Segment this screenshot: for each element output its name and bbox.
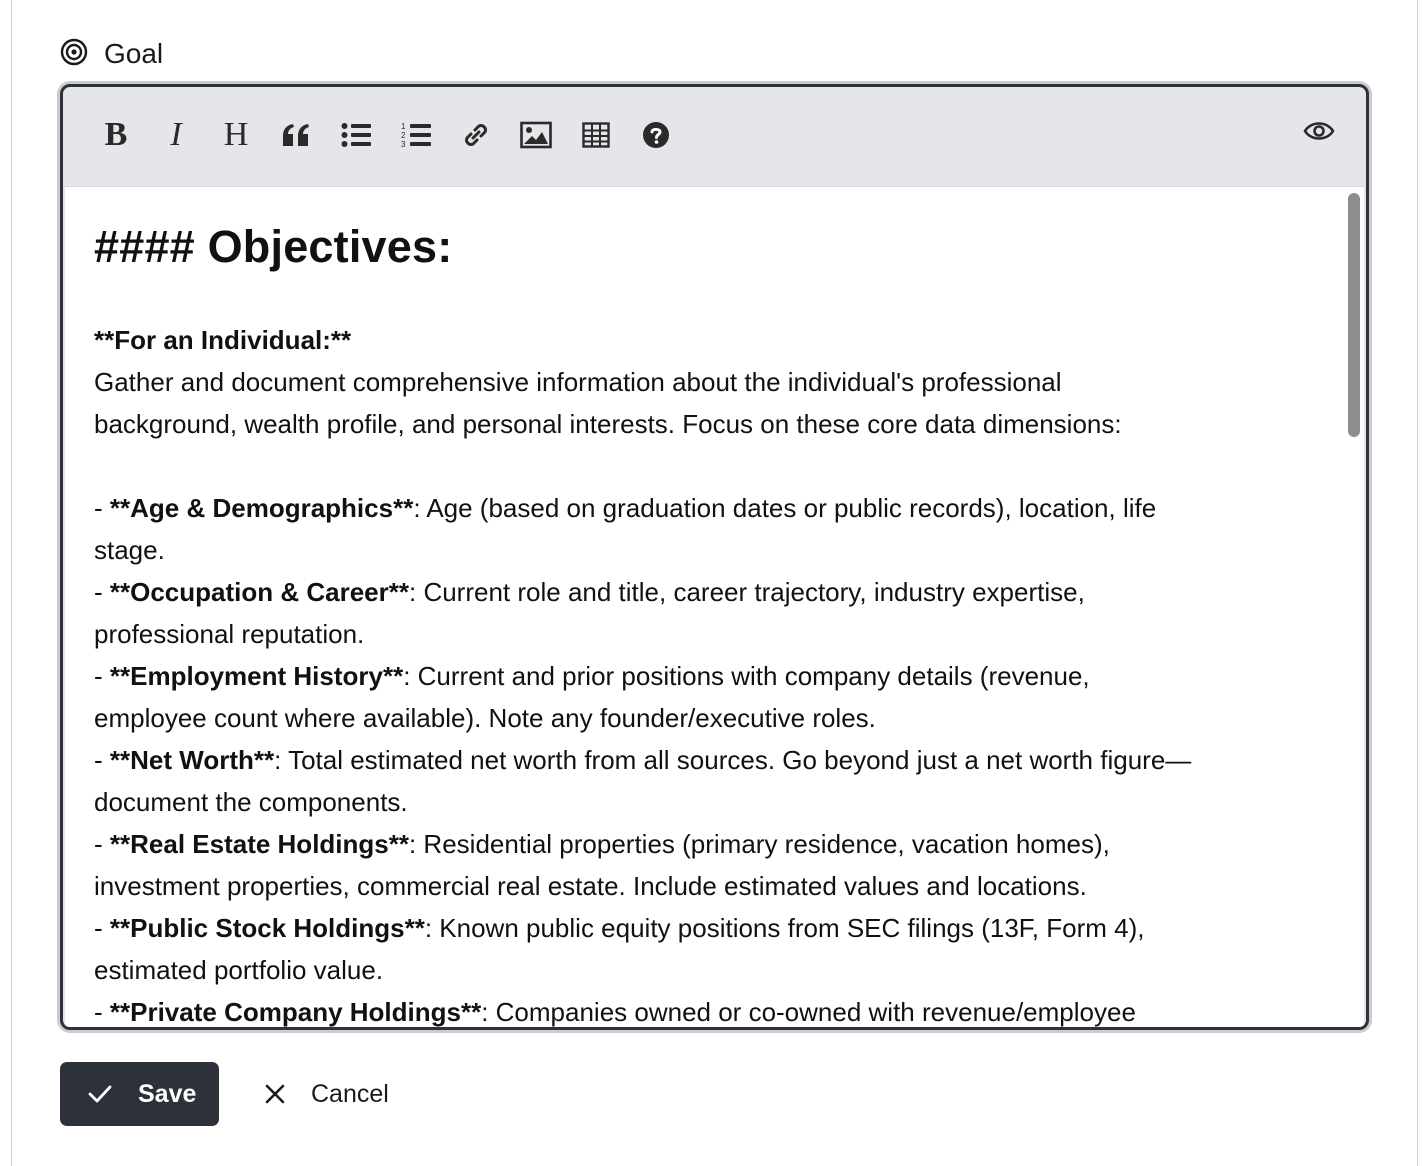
save-button-label: Save	[138, 1079, 197, 1108]
save-button[interactable]	[60, 1062, 219, 1126]
editor-scrollbar[interactable]	[1348, 193, 1360, 437]
help-icon	[642, 121, 670, 149]
list-item-real-estate: - **Real Estate Holdings**: Residential properties (primary residence, vacation homes),	[94, 829, 1110, 859]
blank-line	[94, 445, 1349, 487]
list-item-occupation: - **Occupation & Career**: Current role and title, career trajectory, industry expertise,	[94, 577, 1085, 607]
checkmark-icon	[88, 1084, 112, 1104]
markdown-editor	[60, 84, 1369, 1030]
frame-left-border	[11, 0, 12, 1166]
quote-icon	[281, 122, 311, 148]
list-item-occupation-cont: professional reputation.	[94, 619, 365, 649]
individual-subheading: **For an Individual:**	[94, 325, 352, 355]
svg-text:1: 1	[401, 122, 406, 131]
bullet-list-button[interactable]	[334, 113, 378, 157]
list-item-private-company: - **Private Company Holdings**: Companies owned or co-owned with revenue/employee	[94, 997, 1136, 1027]
close-icon	[265, 1084, 285, 1104]
heading-button[interactable]	[214, 113, 258, 157]
heading-icon: H	[223, 116, 249, 153]
bold-icon: B	[104, 116, 128, 153]
table-button[interactable]	[574, 113, 618, 157]
list-item-net-worth: - **Net Worth**: Total estimated net worth from all sources. Go beyond just a net worth figure—	[94, 745, 1192, 775]
svg-text:3: 3	[401, 140, 406, 149]
link-button[interactable]	[454, 113, 498, 157]
list-item-public-stock-cont: estimated portfolio value.	[94, 955, 384, 985]
goal-field-label	[60, 36, 163, 72]
frame-right-border	[1417, 0, 1418, 1166]
target-icon	[60, 38, 88, 71]
goal-label-text: Goal	[104, 38, 164, 69]
bold-button[interactable]	[94, 113, 138, 157]
image-button[interactable]	[514, 113, 558, 157]
intro-line-1: Gather and document comprehensive information about the individual's professional	[94, 367, 1062, 397]
preview-button[interactable]	[1297, 109, 1341, 153]
list-item-employment: - **Employment History**: Current and prior positions with company details (revenue,	[94, 661, 1090, 691]
preview-eye-icon	[1303, 120, 1335, 142]
help-button[interactable]	[634, 113, 678, 157]
list-item-real-estate-cont: investment properties, commercial real estate. Include estimated values and locations.	[94, 871, 1087, 901]
editor-text-area[interactable]	[65, 186, 1364, 1028]
list-item-employment-cont: employee count where available). Note any founder/executive roles.	[94, 703, 876, 733]
link-icon	[461, 120, 491, 150]
bullet-list-icon	[341, 122, 371, 148]
numbered-list-button[interactable]	[394, 113, 438, 157]
quote-button[interactable]	[274, 113, 318, 157]
list-item-public-stock: - **Public Stock Holdings**: Known public equity positions from SEC filings (13F, Form 4),	[94, 913, 1145, 943]
numbered-list-icon	[401, 121, 431, 149]
cancel-button-label: Cancel	[311, 1079, 389, 1108]
objectives-heading: #### Objectives:	[94, 221, 453, 272]
editor-toolbar	[63, 87, 1366, 187]
italic-button[interactable]	[154, 113, 198, 157]
svg-text:2: 2	[401, 131, 406, 140]
list-item-age-cont: stage.	[94, 535, 165, 565]
intro-line-2: background, wealth profile, and personal interests. Focus on these core data dimensions:	[94, 409, 1122, 439]
cancel-button[interactable]	[258, 1062, 389, 1126]
image-icon	[520, 121, 552, 149]
list-item-net-worth-cont: document the components.	[94, 787, 408, 817]
list-item-age: - **Age & Demographics**: Age (based on graduation dates or public records), location, life	[94, 493, 1157, 523]
table-icon	[582, 122, 610, 148]
italic-icon: I	[170, 116, 182, 153]
